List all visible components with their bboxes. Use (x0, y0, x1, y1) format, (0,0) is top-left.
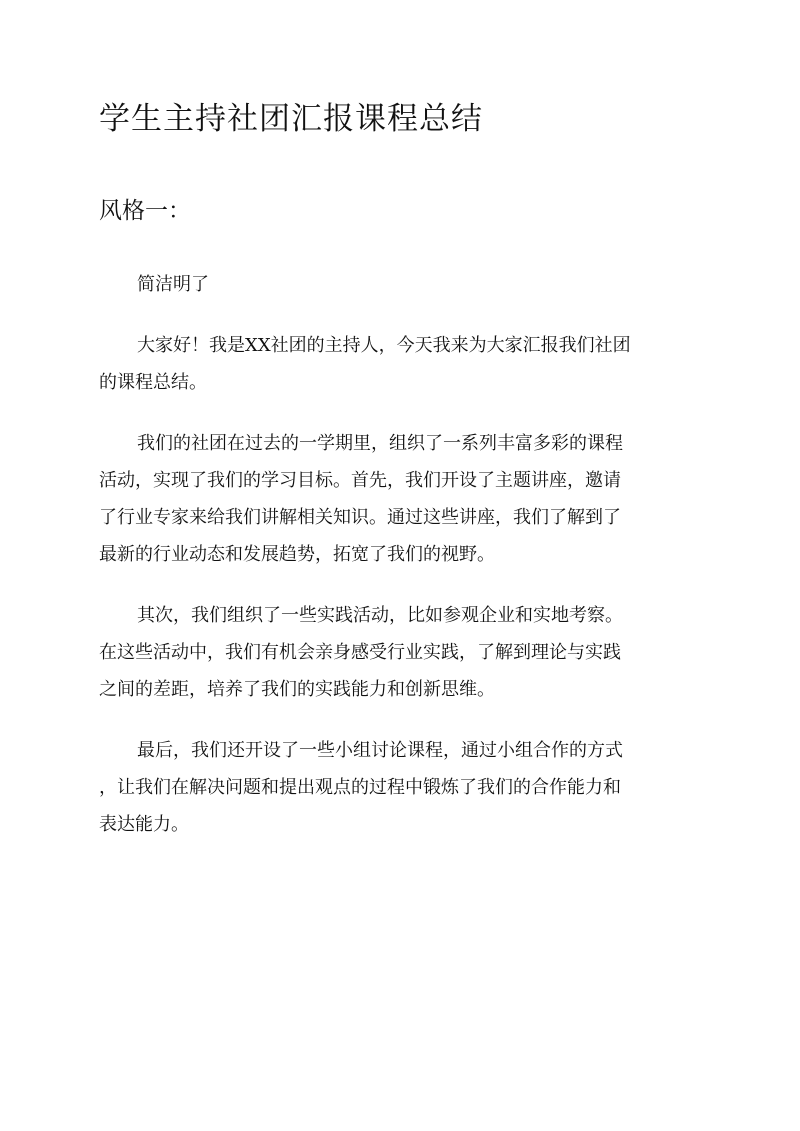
paragraph-line: 表达能力。 (99, 814, 189, 835)
paragraph-discussion (99, 732, 701, 843)
paragraph-line: 最新的行业动态和发展趋势，拓宽了我们的视野。 (99, 544, 495, 565)
paragraph-practice (99, 597, 701, 708)
paragraph-line: 简洁明了 (137, 274, 209, 295)
document-body (99, 266, 701, 867)
paragraph-intro (99, 327, 701, 401)
paragraph-line: ，让我们在解决问题和提出观点的过程中锻炼了我们的合作能力和 (99, 777, 621, 798)
paragraph-line: 我们的社团在过去的一学期里，组织了一系列丰富多彩的课程 (137, 433, 623, 454)
section-heading: 风格一： (99, 198, 191, 224)
document-title: 学生主持社团汇报课程总结 (99, 101, 483, 137)
paragraph-line: 之间的差距，培养了我们的实践能力和创新思维。 (99, 679, 495, 700)
paragraph-line: 其次，我们组织了一些实践活动，比如参观企业和实地考察。 (137, 605, 623, 626)
paragraph-line: 活动，实现了我们的学习目标。首先，我们开设了主题讲座，邀请 (99, 470, 621, 491)
paragraph-subtitle (99, 266, 701, 303)
paragraph-line: 在这些活动中，我们有机会亲身感受行业实践，了解到理论与实践 (99, 642, 621, 663)
paragraph-lectures (99, 425, 701, 573)
paragraph-line: 的课程总结。 (99, 372, 207, 393)
paragraph-line: 最后，我们还开设了一些小组讨论课程，通过小组合作的方式 (137, 740, 623, 761)
paragraph-line: 大家好！我是XX社团的主持人，今天我来为大家汇报我们社团 (137, 335, 631, 356)
paragraph-line: 了行业专家来给我们讲解相关知识。通过这些讲座，我们了解到了 (99, 507, 621, 528)
